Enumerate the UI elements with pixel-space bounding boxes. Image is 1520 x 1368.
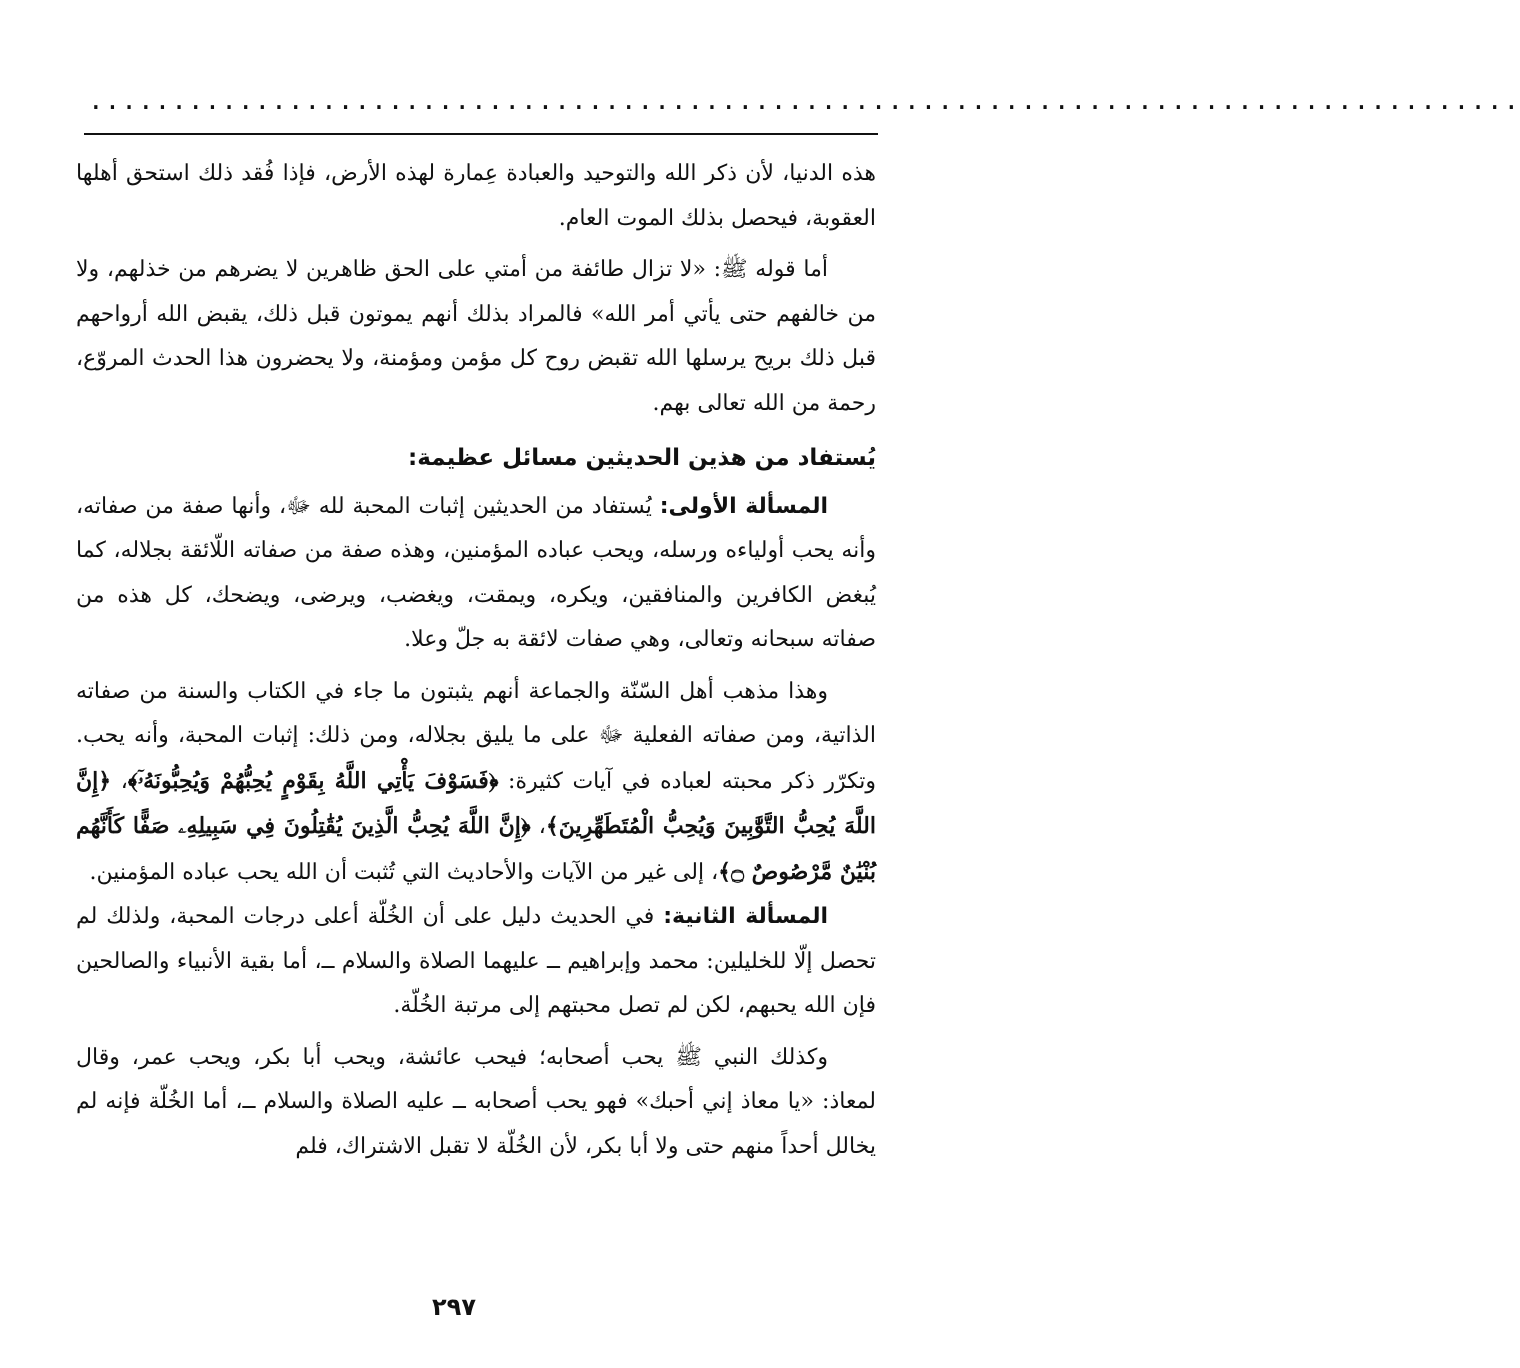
verse-separator-2: ، [530,814,546,839]
final-paragraph: وكذلك النبي ﷺ يحب أصحابه؛ فيحب عائشة، ويحب أبا بكر، ويحب عمر، وقال لمعاذ: «يا معاذ إني أحبك» فهو يحب أصحابه ــ عليه الصلاة والسلام ــ، أما الخُلّة فإنه لم يخالل أحداً منهم حتى ولا أبا بكر، لأن الخُلّة لا تقبل الاشتراك، فلم [76,1044,876,1159]
madhhab-text-before: وهذا مذهب أهل السّنّة والجماعة أنهم يثبتون ما جاء في الكتاب والسنة من صفاته الذاتية، ومن صفاته الفعلية ﷻ على ما يليق بجلاله، ومن ذلك: إثبات المحبة، وأنه يحب. وتكرّر ذكر محبته لعباده في آيات كثيرة: [76,678,877,794]
madhhab-paragraph [76,670,876,896]
issue-one-lead: المسألة الأولى: [659,493,829,519]
issue-one-text: يُستفاد من الحديثين إثبات المحبة لله ﷻ، وأنها صفة من صفاته، وأنه يحب أولياءه ورسله، ويحب عباده المؤمنين، وهذه صفة من صفاته اللّائقة بجلاله، كما يُبغض الكافرين والمنافقين، ويكره، ويمقت، ويغضب، ويرضى، ويضحك، كل هذه من صفاته سبحانه وتعالى، وهي صفات لائقة به جلّ وعلا. [76,493,876,652]
issue-one-paragraph [76,485,876,663]
quran-verse-2: ﴿إِنَّ اللَّهَ يُحِبُّ التَّوَّٰبِينَ وَيُحِبُّ الْمُتَطَهِّرِينَ﴾ [76,767,876,839]
page-number: ٢٩٧ [432,1293,476,1321]
header-dotted-line: ...................................................................................... [88,86,1520,116]
issue-two-lead: المسألة الثانية: [663,904,828,929]
header-rule [84,133,878,135]
madhhab-text-after: ، إلى غير من الآيات والأحاديث التي تُثبت أن الله يحب عباده المؤمنين. [89,859,719,885]
section-heading: يُستفاد من هذين الحديثين مسائل عظيمة: [408,445,876,471]
verse-separator-1: ، [111,768,128,794]
issue-two-paragraph [76,895,876,1029]
paragraph-hadith: أما قوله ﷺ: «لا تزال طائفة من أمتي على الحق ظاهرين لا يضرهم من خذلهم، ولا من خالفهم حتى يأتي أمر الله» فالمراد بذلك أنهم يموتون قبل ذلك، يقبض الله أرواحهم قبل ذلك بريح يرسلها الله تقبض روح كل مؤمن ومؤمنة، ولا يحضرون هذا الحدث المروّع، رحمة من الله تعالى بهم. [76,257,876,416]
quran-verse-3: ﴿إِنَّ اللَّهَ يُحِبُّ الَّذِينَ يُقَٰتِلُونَ فِي سَبِيلِهِۦ صَفًّا كَأَنَّهُم بُنْيَٰنٌ مَّرْصُوصٌ ۝﴾ [76,813,876,885]
paragraph-continuation: هذه الدنيا، لأن ذكر الله والتوحيد والعبادة عِمارة لهذه الأرض، فإذا فُقد ذلك استحق أهلها العقوبة، فيحصل بذلك الموت العام. [76,161,876,231]
page-body [76,152,876,1169]
issue-two-text: في الحديث دليل على أن الخُلّة أعلى درجات المحبة، ولذلك لم تحصل إلّا للخليلين: محمد وإبراهيم ــ عليهما الصلاة والسلام ــ، أما بقية الأنبياء والصالحين فإن الله يحبهم، لكن لم تصل محبتهم إلى مرتبة الخُلّة. [76,904,876,1018]
quran-verse-1: ﴿فَسَوْفَ يَأْتِي اللَّهُ بِقَوْمٍ يُحِبُّهُمْ وَيُحِبُّونَهُۥٓ﴾ [127,767,499,794]
